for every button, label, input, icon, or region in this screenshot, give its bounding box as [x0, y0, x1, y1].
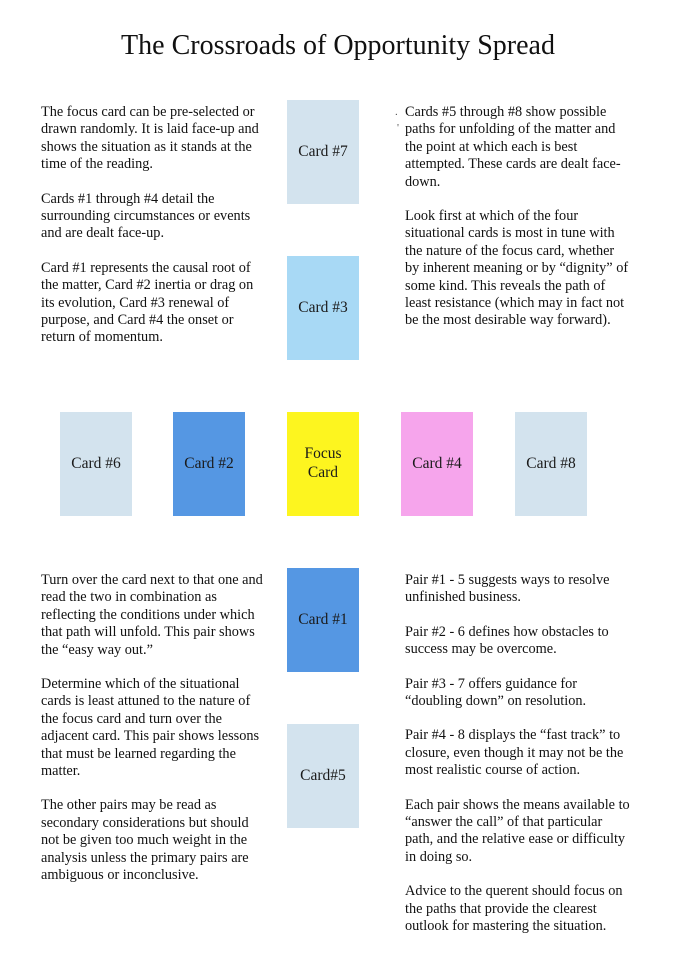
card-3: Card #3	[287, 256, 359, 360]
paragraph-each-pair: Each pair shows the means available to “answer the call” of that particular path, and the relative ease or difficulty in doing so.	[405, 796, 630, 865]
card-6: Card #6	[60, 412, 132, 516]
paragraph-pair-3-7: Pair #3 - 7 offers guidance for “doubling down” on resolution.	[405, 675, 587, 710]
card-4: Card #4	[401, 412, 473, 516]
card-8: Card #8	[515, 412, 587, 516]
paragraph-cards-1-4: Cards #1 through #4 detail the surrounding circumstances or events and are dealt face-up.	[41, 190, 251, 242]
text-block-top-left	[41, 104, 263, 347]
focus-card: Focus Card	[287, 412, 359, 516]
paragraph-advice: Advice to the querent should focus on the paths that provide the clearest outlook for mastering the situation.	[405, 883, 623, 935]
text-block-bottom-left	[41, 572, 263, 885]
card-1: Card #1	[287, 568, 359, 672]
scan-mark: '	[397, 122, 399, 134]
scan-mark: .	[395, 106, 398, 118]
paragraph-pair-1-5: Pair #1 - 5 suggests ways to resolve unfinished business.	[405, 572, 610, 606]
paragraph-look-first: Look first at which of the four situational cards is most in tune with the nature of the focus card, whether by inherent meaning or by “dignity” of some kind. This reveals the path of least resistance (which may in fact not be the most desirable way forward).	[405, 208, 629, 329]
paragraph-other-pairs: The other pairs may be read as secondary considerations but should not be given too much weight in the analysis unless the primary pairs are ambiguous or inconclusive.	[41, 797, 249, 884]
card-2: Card #2	[173, 412, 245, 516]
card-7: Card #7	[287, 100, 359, 204]
paragraph-easy-way-out: Turn over the card next to that one and read the two in combination as reflecting the conditions under which that path will unfold. This pair shows the “easy way out.”	[41, 572, 263, 658]
paragraph-pair-2-6: Pair #2 - 6 defines how obstacles to success may be overcome.	[405, 623, 609, 658]
paragraph-pair-4-8: Pair #4 - 8 displays the “fast track” to closure, even though it may not be the most realistic course of action.	[405, 727, 624, 779]
text-block-bottom-right	[405, 572, 631, 936]
paragraph-lessons: Determine which of the situational cards is least attuned to the nature of the focus card and turn over the adjacent card. This pair shows lessons that must be learned regarding the matter.	[41, 676, 260, 780]
page-title: The Crossroads of Opportunity Spread	[121, 30, 555, 61]
paragraph-focus-card: The focus card can be pre-selected or drawn randomly. It is laid face-up and shows the situation as it stands at the time of the reading.	[41, 104, 259, 173]
text-block-top-right	[405, 104, 631, 330]
paragraph-card-meanings: Card #1 represents the causal root of the matter, Card #2 inertia or drag on its evolution, Card #3 renewal of purpose, and Card #4 the onset or return of momentum.	[41, 259, 254, 346]
card-5: Card#5	[287, 724, 359, 828]
paragraph-cards-5-8: Cards #5 through #8 show possible paths for unfolding of the matter and the point at which each is best attempted. These cards are dealt face-down.	[405, 104, 621, 190]
